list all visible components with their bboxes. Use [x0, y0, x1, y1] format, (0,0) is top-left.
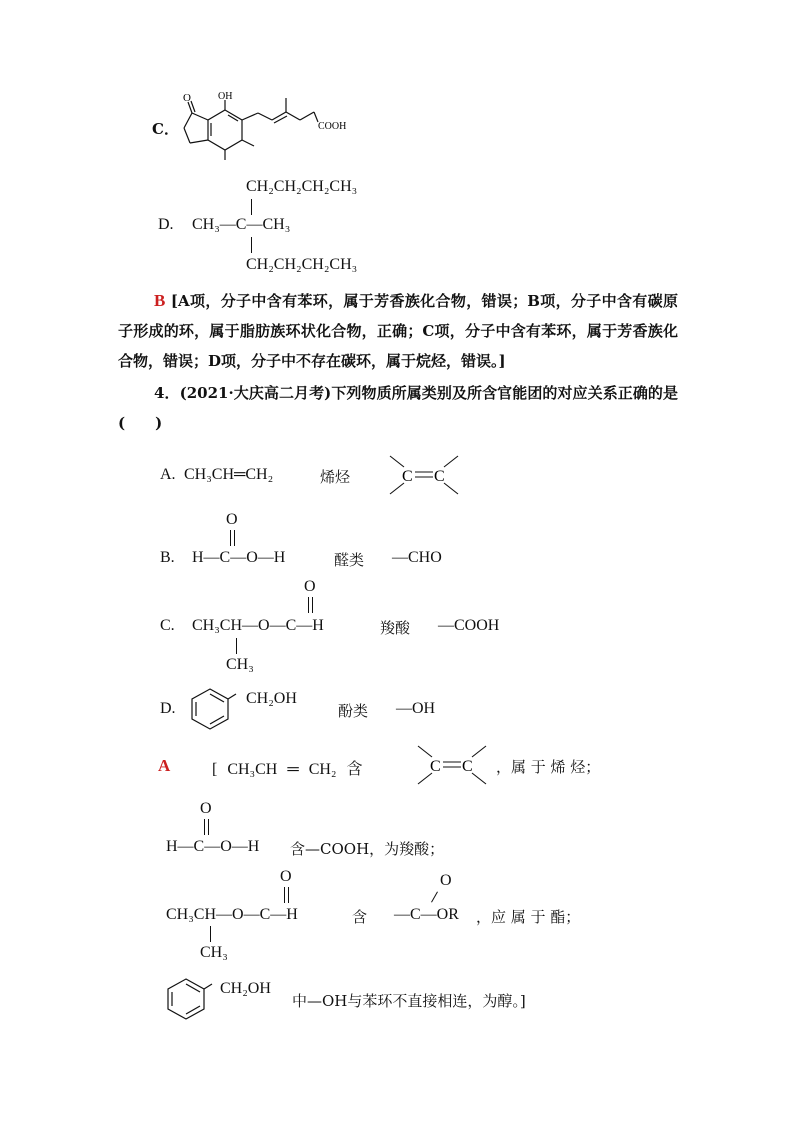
option-a-formula: CH₃CH═CH₂: [184, 466, 274, 483]
option-c-label: C.: [160, 617, 175, 634]
answer-4-line3-end: ，应 属 于 酯；: [476, 908, 581, 926]
bond-line: [210, 926, 211, 942]
answer-3: [118, 286, 678, 376]
svg-text:C: C: [434, 468, 445, 485]
bond-line: [208, 819, 209, 835]
bond-line: [284, 887, 285, 903]
bond-line: [251, 199, 252, 215]
option-b-category: 醛类: [334, 551, 365, 569]
bond-line: [251, 237, 252, 253]
question-4-text: (2021·大庆高二月考)下列物质所属类别及所含官能团的对应关系正确的是( ): [118, 384, 679, 432]
bond-line: [288, 887, 289, 903]
answer-4-line2-o: O: [200, 800, 212, 817]
bond-line: [308, 597, 309, 613]
option-c-label: C．: [152, 120, 179, 138]
option-d-middle: CH₃—C—CH₃: [192, 216, 291, 233]
option-d-top-chain: CH₂CH₂CH₂CH₃: [246, 178, 358, 195]
bond-line: [204, 819, 205, 835]
answer-4-line1-end: ，属 于 烯 烃；: [496, 758, 601, 776]
answer-4-line3-group: —C—OR: [394, 906, 459, 923]
answer-4-line3-ch3: CH₃: [200, 944, 228, 961]
option-d4-label: D.: [160, 700, 176, 717]
option-b-label: B.: [160, 549, 175, 566]
option-d4-side: CH₂OH: [246, 690, 297, 707]
svg-text:C: C: [462, 758, 473, 775]
option-d-label: D.: [158, 216, 174, 233]
oh-label: OH: [218, 91, 233, 102]
option-d4-category: 酚类: [338, 702, 369, 720]
option-b-o: O: [226, 511, 238, 528]
option-c-o: O: [304, 578, 316, 595]
answer-4-line3-group-o: O: [440, 872, 452, 889]
answer-4-line3-formula: CH₃CH—O—C—H: [166, 906, 298, 923]
question-4-number: 4．: [154, 384, 180, 402]
bond-line: [234, 530, 235, 546]
svg-text:C: C: [430, 758, 441, 775]
answer-4-line3-mid: 含: [352, 908, 368, 926]
answer-4-line4-text: 中—OH与苯环不直接相连，为醇。]: [292, 992, 526, 1010]
option-c-formula: CH₃CH—O—C—H: [192, 617, 324, 634]
answer-4-letter: A: [158, 756, 171, 775]
bond-line: [236, 638, 237, 654]
answer-3-text: [A项，分子中含有苯环，属于芳香族化合物，错误；B项，分子中含有碳原子形成的环，属于脂肪族环状化合物，正确；C项，分子中含有苯环，属于芳香族化合物，错误；D项，分子中不存在碳环，属于烷烃，错误。]: [118, 292, 678, 370]
mycophenolic-structure: [170, 88, 360, 168]
option-b-formula: H—C—O—H: [192, 549, 286, 566]
alkene-group-diagram: [386, 452, 462, 498]
option-c-category: 羧酸: [380, 619, 411, 637]
question-4: [118, 378, 678, 438]
cooh-label: COOH: [318, 121, 347, 132]
bond-line: [312, 597, 313, 613]
answer-4-line2-text: 含—COOH，为羧酸；: [290, 840, 445, 858]
answer-4-line4-side: CH₂OH: [220, 980, 271, 997]
bond-line: [431, 892, 438, 903]
option-b-group: —CHO: [392, 549, 442, 566]
option-d-bottom-chain: CH₂CH₂CH₂CH₃: [246, 256, 358, 273]
alkene-group-diagram: [414, 742, 490, 788]
answer-4-line1: [ CH₃CH ═ CH₂ 含: [212, 761, 363, 778]
option-a-category: 烯烃: [320, 468, 351, 486]
bond-line: [230, 530, 231, 546]
carbonyl-o-label: O: [183, 92, 191, 104]
answer-3-letter: B: [154, 291, 166, 310]
answer-4-line2-formula: H—C—O—H: [166, 838, 260, 855]
svg-text:C: C: [402, 468, 413, 485]
option-a-label: A.: [160, 466, 176, 483]
option-c-group: —COOH: [438, 617, 500, 634]
answer-4-line3-o: O: [280, 868, 292, 885]
option-c-ch3: CH₃: [226, 656, 254, 673]
option-d4-group: —OH: [396, 700, 436, 717]
benzene-ring-icon: [188, 686, 238, 730]
benzene-ring-icon: [164, 976, 214, 1020]
